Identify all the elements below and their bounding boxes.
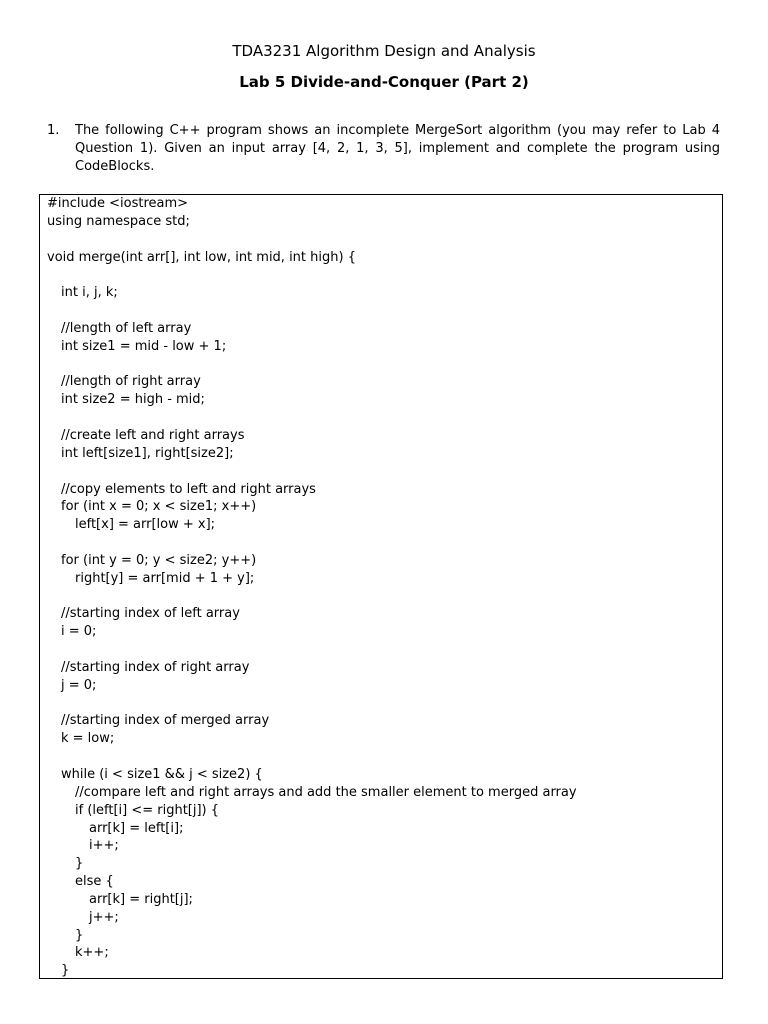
code-listing-box [39,194,723,979]
code-line: j = 0; [61,677,97,693]
code-line: using namespace std; [47,213,190,229]
code-line: j++; [89,909,119,925]
code-line: } [61,963,70,979]
code-line: } [75,856,84,872]
code-line: int size2 = high - mid; [61,392,205,408]
code-line [47,231,716,249]
code-line: } [75,927,84,943]
code-line [47,266,716,284]
code-line: int size1 = mid - low + 1; [61,338,227,354]
code-line [47,695,716,713]
code-line [47,409,716,427]
question-1 [47,122,720,176]
code-line: int left[size1], right[size2]; [61,445,234,461]
lab-title: Lab 5 Divide-and-Conquer (Part 2) [239,73,529,91]
code-line: arr[k] = left[i]; [89,820,184,836]
question-text: The following C++ program shows an incomplete MergeSort algorithm (you may refer to Lab 4 Question 1). Given an input array [4, 2, 1, 3, 5], implement and complete the program using CodeBlocks. [75,123,720,174]
code-line: //compare left and right arrays and add the smaller element to merged array [75,784,577,800]
code-line: //copy elements to left and right arrays [61,481,316,497]
code-line: //create left and right arrays [61,427,245,443]
code-line: else { [75,874,114,890]
course-title: TDA3231 Algorithm Design and Analysis [232,42,536,60]
code-line: while (i < size1 && j < size2) { [61,767,263,782]
code-line: i = 0; [61,624,97,640]
code-line: left[x] = arr[low + x]; [75,517,216,533]
code-line [47,748,716,766]
code-line [47,641,716,659]
code-line: int i, j, k; [61,285,118,301]
code-line: if (left[i] <= right[j]) { [75,802,220,818]
code-line: //length of right array [61,374,201,390]
question-number: 1. [47,123,60,138]
code-line: for (int y = 0; y < size2; y++) [61,552,257,568]
code-line: for (int x = 0; x < size1; x++) [61,499,257,515]
code-line: //length of left array [61,320,192,336]
code-line [47,588,716,606]
code-line: //starting index of left array [61,606,240,622]
code-lines [47,195,716,979]
code-line: right[y] = arr[mid + 1 + y]; [75,570,255,586]
code-line: arr[k] = right[j]; [89,891,193,907]
code-line: #include <iostream> [47,196,189,211]
code-line: k = low; [61,731,115,747]
code-line: void merge(int arr[], int low, int mid, int high) { [47,249,356,265]
code-line [47,356,716,374]
code-line: i++; [89,838,119,854]
code-line: //starting index of merged array [61,713,270,729]
code-line [47,534,716,552]
code-line [47,463,716,481]
code-line [47,302,716,320]
code-line: //starting index of right array [61,659,250,675]
code-line: k++; [75,945,109,961]
